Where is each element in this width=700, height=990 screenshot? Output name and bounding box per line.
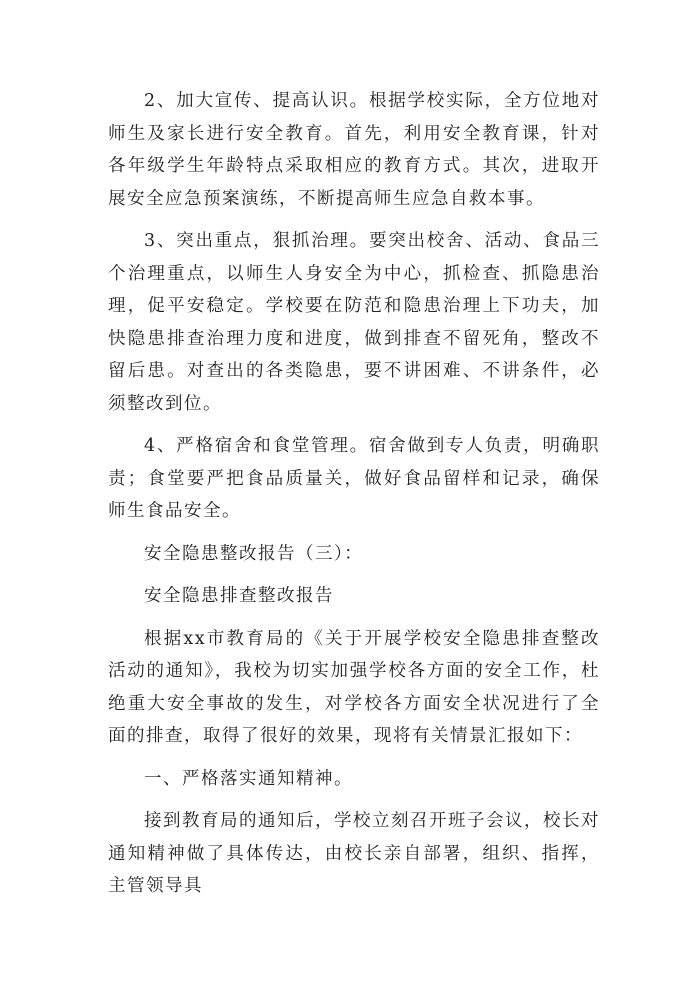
paragraph-introduction: 根据xx市教育局的《关于开展学校安全隐患排查整改活动的通知》，我校为切实加强学校各方面的安全工作，杜绝重大安全事故的发生，对学校各方面安全状况进行了全面的排查，取得了很好的效果，现将有关情景汇报如下： — [108, 628, 600, 746]
paragraph-dorm-canteen: 4、严格宿舍和食堂管理。宿舍做到专人负责，明确职责；食堂要严把食品质量关，做好食品留样和记录，确保师生食品安全。 — [108, 436, 600, 521]
report-title: 安全隐患排查整改报告 — [144, 586, 334, 606]
section-title-report-three: 安全隐患整改报告（三）： — [144, 543, 364, 564]
paragraph-key-governance: 3、突出重点，狠抓治理。要突出校舍、活动、食品三个治理重点，以师生人身安全为中心，抓检查、抓隐患治理，促平安稳定。学校要在防范和隐患治理上下功夫，加快隐患排查治理力度和进度，做到排查不留死角，整改不留后患。对查出的各类隐患，要不讲困难、不讲条件，必须整改到位。 — [108, 231, 600, 414]
paragraph-notice-received: 接到教育局的通知后，学校立刻召开班子会议，校长对通知精神做了具体传达，由校长亲自部署，组织、指挥，主管领导具 — [108, 811, 600, 896]
paragraph-publicity: 2、加大宣传、提高认识。根据学校实际，全方位地对师生及家长进行安全教育。首先，利用安全教育课，针对各年级学生年龄特点采取相应的教育方式。其次，进取开展安全应急预案演练，不断提高师生应急自救本事。 — [108, 91, 600, 209]
section-heading-one: 一、严格落实通知精神。 — [144, 768, 353, 789]
